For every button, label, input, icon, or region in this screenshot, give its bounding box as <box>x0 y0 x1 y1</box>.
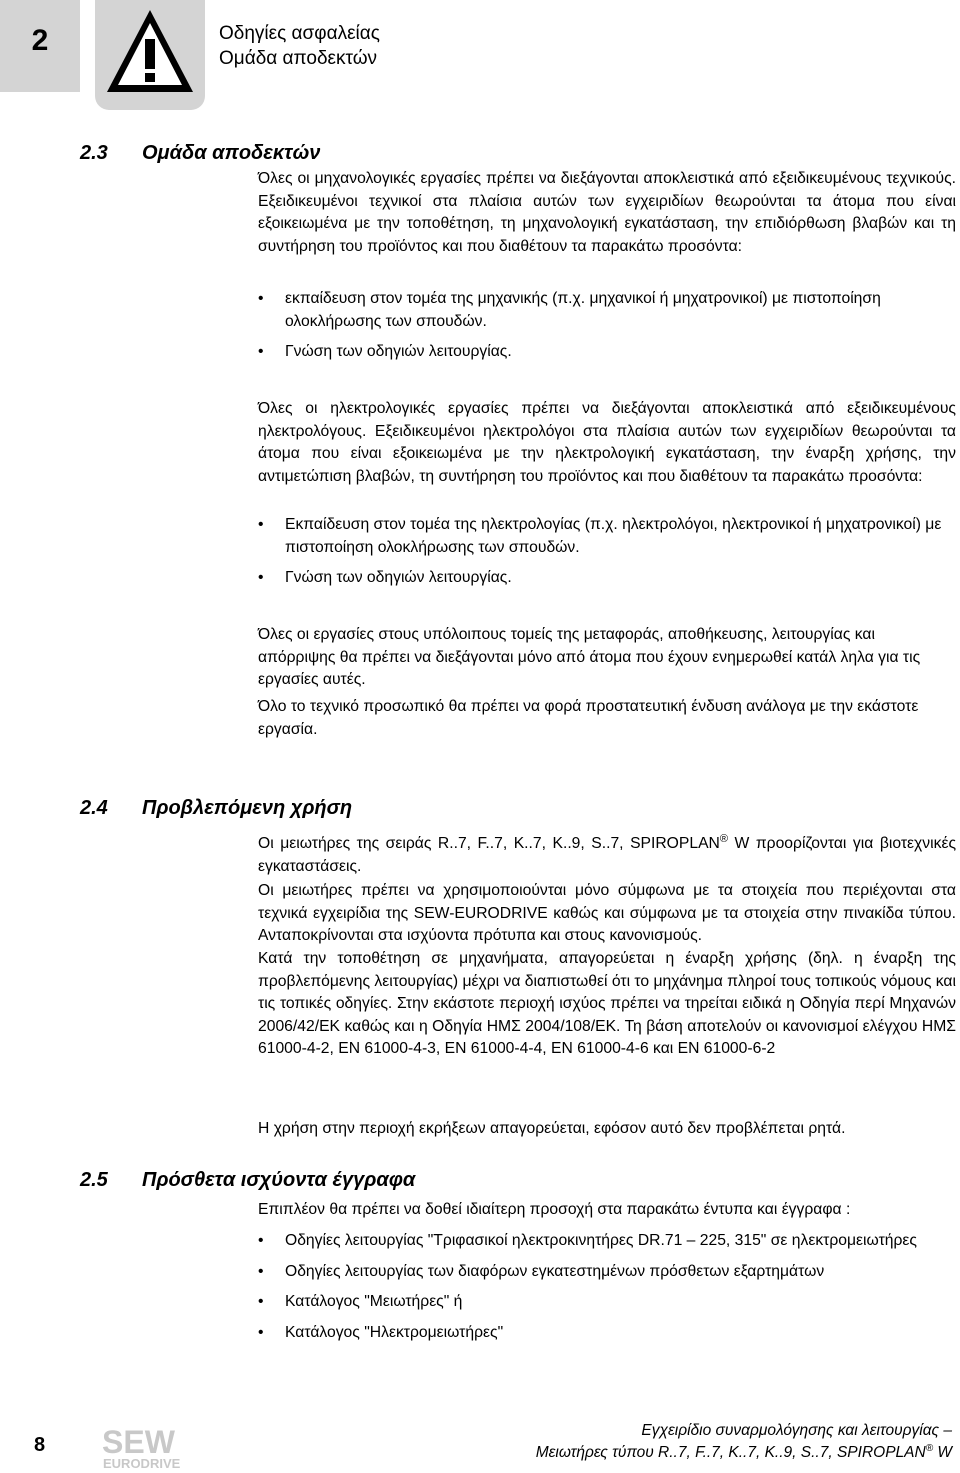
bullet-icon: • <box>258 290 264 307</box>
paragraph: Οι μειωτήρες πρέπει να χρησιμοποιούνται μόνο σύμφωνα με τα στοιχεία που περιέχονται στα τεχνικά εγχειρίδια της SEW-EURODRIVE καθώς και σύμφωνα με τα στοιχεία στην πινακίδα τύπου. Ανταποκρίνονται στα ισχύοντα πρότυπα και στους κανονισμούς. <box>258 882 956 944</box>
paragraph-text: Οι μειωτήρες της σειράς R..7, F..7, K..7, K..9, S..7, SPIROPLAN <box>258 835 720 853</box>
list-item <box>258 1261 956 1284</box>
warning-box <box>95 0 205 110</box>
list-item <box>258 1322 956 1345</box>
header-title: Οδηγίες ασφαλείας <box>219 23 380 44</box>
paragraph: Όλες οι μηχανολογικές εργασίες πρέπει να διεξάγονται αποκλειστικά από εξειδικευμένους τεχνικούς. Εξειδικευμένοι τεχνικοί στα πλαίσια αυτών των εγχειριδίων θεωρούνται τα άτομα που είναι εξοικειωμένα με την τοποθέτηση, τη μηχανολογική εγκατάσταση, την επιδιόρθωση βλαβών και τη συντήρηση του προϊόντος και που διαθέτουν τα παρακάτω προσόντα: <box>258 170 956 255</box>
section-title: Πρόσθετα ισχύοντα έγγραφα <box>142 1169 416 1191</box>
section-number: 2.3 <box>80 142 108 164</box>
bullet-icon: • <box>258 516 264 533</box>
paragraph: Επιπλέον θα πρέπει να δοθεί ιδιαίτερη προσοχή στα παρακάτω έντυπα και έγγραφα : <box>258 1201 851 1218</box>
list-item <box>258 288 956 333</box>
bullet-icon: • <box>258 1232 264 1249</box>
paragraph <box>258 828 956 878</box>
registered-mark: ® <box>925 1443 934 1454</box>
footer-line-1: Εγχειρίδιο συναρμολόγησης και λειτουργίας – <box>641 1422 952 1439</box>
chapter-box <box>0 0 80 92</box>
bullet-list <box>258 288 956 372</box>
bullet-icon: • <box>258 1323 264 1341</box>
section-heading-2-5 <box>80 1169 415 1192</box>
section-number: 2.4 <box>80 797 108 819</box>
list-item-text: εκπαίδευση στον τομέα της μηχανικής (π.χ. μηχανικοί ή μηχατρονικοί) με πιστοποίηση ολοκλήρωσης των σπουδών. <box>285 290 881 330</box>
list-item <box>258 1230 956 1253</box>
paragraph: Όλο το τεχνικό προσωπικό θα πρέπει να φορά προστατευτική ένδυση ανάλογα με την εκάστοτε εργασία. <box>258 698 919 738</box>
list-item <box>258 567 956 590</box>
list-item <box>258 514 956 559</box>
page-number: 8 <box>34 1434 46 1456</box>
section-heading-2-3 <box>80 142 320 165</box>
warning-triangle-icon <box>103 6 197 100</box>
bullet-list <box>258 514 956 598</box>
list-item <box>258 1291 956 1314</box>
bullet-list <box>258 1230 956 1352</box>
footer-line-2 <box>536 1443 952 1462</box>
list-item-text: Οδηγίες λειτουργίας των διαφόρων εγκατεστημένων πρόσθετων εξαρτημάτων <box>285 1262 825 1280</box>
header-subtitle: Ομάδα αποδεκτών <box>219 48 378 69</box>
list-item-text: Γνώση των οδηγιών λειτουργίας. <box>285 569 512 586</box>
bullet-icon: • <box>258 1262 264 1280</box>
list-item-text: Κατάλογος "Μειωτήρες" ή <box>285 1293 463 1310</box>
list-item-text: Οδηγίες λειτουργίας "Τριφασικοί ηλεκτροκινητήρες DR.71 – 225, 315" σε ηλεκτρομειωτήρες <box>285 1232 917 1249</box>
paragraph: Κατά την τοποθέτηση σε μηχανήματα, απαγορεύεται η έναρξη χρήσης (δηλ. η έναρξη της προβλεπόμενης λειτουργίας) μέχρι να διαπιστωθεί ότι το μηχάνημα πληροί τους τοπικούς νόμους και τις τοπικές οδηγίες. Στην εκάστοτε περιοχή ισχύος πρέπει να τηρείται ειδικά η Οδηγία περί Μηχανών 2006/42/ΕΚ καθώς και η Οδηγία ΗΜΣ 2004/108/ΕΚ. Τη βάση αποτελούν οι κανονισμοί ελέγχου ΗΜΣ 61000-4-2, EN 61000-4-3, EN 61000-4-4, EN 61000-4-6 και EN 61000-6-2 <box>258 950 956 1057</box>
paragraph: Η χρήση στην περιοχή εκρήξεων απαγορεύεται, εφόσον αυτό δεν προβλέπεται ρητά. <box>258 1120 846 1137</box>
footer-text: Μειωτήρες τύπου R..7, F..7, K..7, K..9, S..7, SPIROPLAN <box>535 1444 926 1462</box>
logo-text-top: SEW <box>102 1424 175 1460</box>
footer-text: W <box>933 1444 952 1462</box>
sew-eurodrive-logo <box>100 1423 210 1471</box>
section-title: Προβλεπόμενη χρήση <box>142 797 353 819</box>
list-item-text: Εκπαίδευση στον τομέα της ηλεκτρολογίας (π.χ. ηλεκτρολόγοι, ηλεκτρονικοί ή μηχατρονικοί) με πιστοποίηση ολοκλήρωσης των σπουδών. <box>285 516 942 556</box>
chapter-number: 2 <box>31 24 49 57</box>
list-item <box>258 341 956 364</box>
section-heading-2-4 <box>80 797 352 820</box>
paragraph: Όλες οι εργασίες στους υπόλοιπους τομείς της μεταφοράς, αποθήκευσης, λειτουργίας και απόρριψης θα πρέπει να διεξάγονται μόνο από άτομα που έχουν ενημερωθεί κατάλ ληλα για τις εργασίες αυτές. <box>258 626 921 688</box>
list-item-text: Κατάλογος "Ηλεκτρομειωτήρες" <box>285 1323 504 1341</box>
logo-text-bottom: EURODRIVE <box>103 1456 181 1471</box>
paragraph-text: W προορίζονται για βιοτεχνικές εγκαταστάσεις. <box>258 835 956 875</box>
registered-mark: ® <box>719 833 728 845</box>
paragraph: Όλες οι ηλεκτρολογικές εργασίες πρέπει να διεξάγονται αποκλειστικά από εξειδικευμένους ηλεκτρολόγους. Εξειδικευμένοι ηλεκτρολόγοι στα πλαίσια αυτών των εγχειριδίων θεωρούνται τα άτομα που είναι εξοικειωμένα με την ηλεκτρολογική εγκατάσταση, την έναρξη χρήσης, την αντιμετώπιση βλαβών, τη συντήρηση του προϊόντος και που διαθέτουν τα παρακάτω προσόντα: <box>258 400 956 485</box>
bullet-icon: • <box>258 569 264 586</box>
section-number: 2.5 <box>80 1169 108 1191</box>
bullet-icon: • <box>258 343 264 360</box>
section-title: Ομάδα αποδεκτών <box>142 142 321 164</box>
list-item-text: Γνώση των οδηγιών λειτουργίας. <box>285 343 512 360</box>
bullet-icon: • <box>258 1293 264 1310</box>
